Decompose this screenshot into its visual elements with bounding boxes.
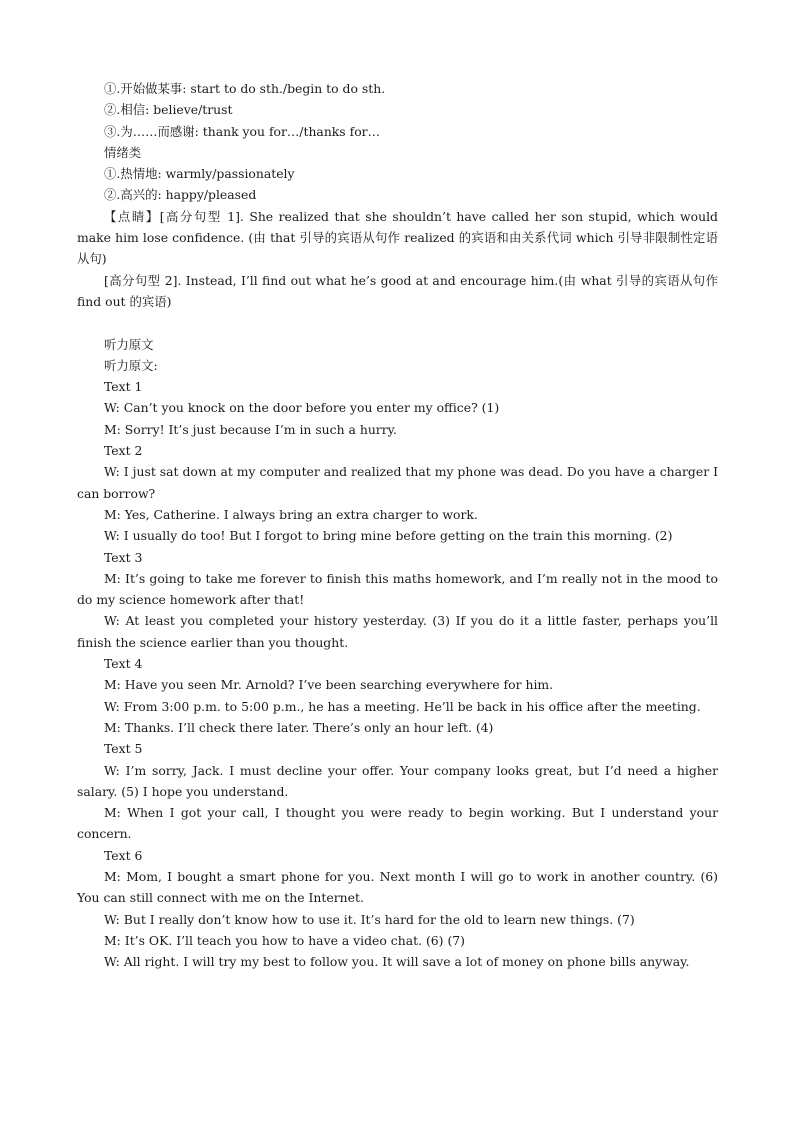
text-6-line-3: M: It’s OK. I’ll teach you how to have a video chat. (6) (7) [104, 932, 465, 948]
document-body [77, 78, 718, 972]
text-4-line-1: M: Have you seen Mr. Arnold? I’ve been searching everywhere for him. [104, 677, 554, 693]
phrase-happy: ②.高兴的: happy/pleased [104, 187, 257, 203]
text-2-title: Text 2 [104, 443, 143, 459]
text-6-line-2: W: But I really don’t know how to use it. It’s hard for the old to learn new things. (7) [104, 911, 635, 927]
text-4-line-3: M: Thanks. I’ll check there later. There’s only an hour left. (4) [104, 719, 494, 735]
listening-subheading: 听力原文: [104, 357, 158, 373]
text-6-title: Text 6 [104, 847, 143, 863]
text-6-line-4: W: All right. I will try my best to follow you. It will save a lot of money on phone bills anyway. [104, 954, 690, 970]
dianjing-sentence-2: [高分句型 2]. Instead, I’ll find out what he’s good at and encourage him.(由 what 引导的宾语从句作 find out 的宾语) [77, 272, 718, 309]
category-emotion: 情绪类 [104, 144, 142, 160]
text-5-title: Text 5 [104, 741, 143, 757]
dianjing-sentence-1: 【点睛】[高分句型 1]. She realized that she shouldn’t have called her son stupid, which would make him lose confidence. (由 that 引导的宾语从句作 realized 的宾语和由关系代词 which 引导非限制性定语从句) [77, 208, 718, 267]
text-1-line-2: M: Sorry! It’s just because I’m in such a hurry. [104, 421, 397, 437]
phrase-warmly: ①.热情地: warmly/passionately [104, 166, 295, 182]
text-4-line-2: W: From 3:00 p.m. to 5:00 p.m., he has a meeting. He’ll be back in his office after the meeting. [104, 698, 701, 714]
text-5-line-1: W: I’m sorry, Jack. I must decline your offer. Your company looks great, but I’d need a higher salary. (5) I hope you understand. [77, 762, 718, 799]
text-2-line-2: M: Yes, Catherine. I always bring an extra charger to work. [104, 506, 478, 522]
phrase-start-doing: ①.开始做某事: start to do sth./begin to do sth. [104, 81, 386, 96]
text-1-line-1: W: Can’t you knock on the door before you enter my office? (1) [104, 400, 500, 416]
phrase-thank: ③.为……而感谢: thank you for…/thanks for… [104, 123, 380, 139]
section-spacer [77, 312, 718, 333]
text-5-line-2: M: When I got your call, I thought you were ready to begin working. But I understand your concern. [77, 805, 718, 842]
text-3-title: Text 3 [104, 549, 143, 565]
phrase-believe: ②.相信: believe/trust [104, 102, 233, 118]
text-1-title: Text 1 [104, 379, 143, 395]
text-4-title: Text 4 [104, 656, 143, 672]
text-3-line-2: W: At least you completed your history yesterday. (3) If you do it a little faster, perhaps you’ll finish the science earlier than you thought. [77, 613, 718, 650]
text-3-line-1: M: It’s going to take me forever to finish this maths homework, and I’m really not in the mood to do my science homework after that! [77, 570, 718, 608]
text-2-line-3: W: I usually do too! But I forgot to bring mine before getting on the train this morning. (2) [104, 528, 673, 544]
listening-heading: 听力原文 [104, 336, 154, 352]
text-2-line-1: W: I just sat down at my computer and realized that my phone was dead. Do you have a charger I can borrow? [77, 464, 718, 501]
text-6-line-1: M: Mom, I bought a smart phone for you. Next month I will go to work in another country. (6) You can still connect with me on the Internet. [77, 868, 718, 906]
